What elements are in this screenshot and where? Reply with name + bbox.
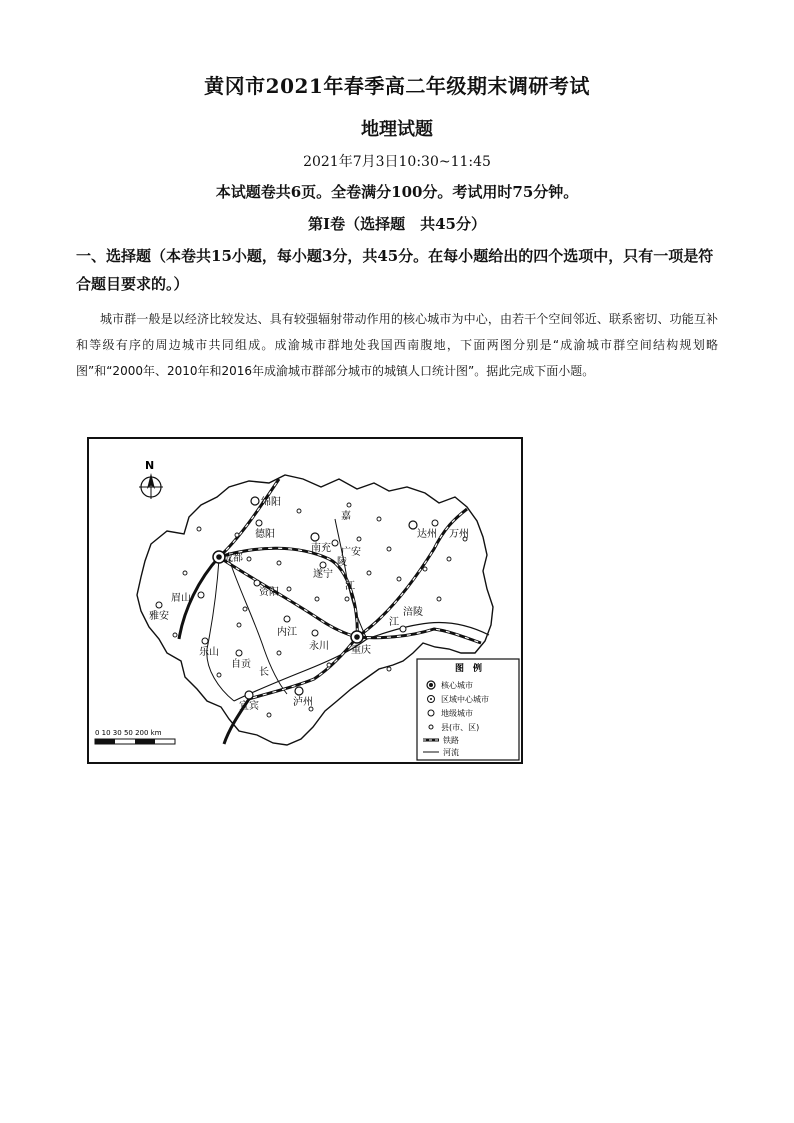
river-label-jiang2: 江 — [389, 617, 399, 628]
legend-county: 县(市、区) — [441, 723, 480, 732]
north-arrow-icon — [139, 473, 163, 499]
city-label-yibin: 宜宾 — [239, 701, 259, 712]
exam-notice: 本试题卷共6页。全卷满分100分。考试用时75分钟。 — [215, 183, 579, 201]
city-label-guangan: 广安 — [341, 547, 361, 558]
river-label-ling: 陵 — [337, 557, 347, 568]
legend-regional-center: 区域中心城市 — [441, 695, 489, 704]
scale-label: 0 10 30 50 200 km — [95, 729, 162, 737]
part-heading: 第Ⅰ卷（选择题 共45分） — [308, 215, 486, 233]
legend-railway: 铁路 — [443, 736, 459, 745]
exam-title: 黄冈市2021年春季高二年级期末调研考试 — [204, 74, 590, 98]
city-label-yaan: 雅安 — [149, 611, 169, 622]
map-svg — [89, 439, 521, 762]
city-label-dazhou: 达州 — [417, 529, 437, 540]
scale-bar — [95, 739, 175, 744]
river-label-jiang: 江 — [345, 581, 355, 592]
city-label-wanzhou: 万州 — [449, 529, 469, 540]
legend-core-city: 核心城市 — [441, 681, 473, 690]
river-label-chang: 长 — [259, 667, 269, 678]
river-label-jialing: 嘉 — [341, 511, 351, 522]
city-label-fuling: 涪陵 — [403, 607, 423, 618]
legend-title: 图 例 — [455, 664, 483, 674]
city-label-chongqing: 重庆 — [351, 645, 371, 656]
chengyu-map — [87, 437, 523, 764]
city-label-leshan: 乐山 — [199, 647, 219, 658]
jialing-river — [335, 519, 367, 639]
north-label: N — [145, 459, 155, 472]
exam-datetime: 2021年7月3日10:30~11:45 — [303, 154, 491, 170]
city-label-ziyang: 资阳 — [259, 587, 279, 598]
section-heading: 一、选择题（本卷共15小题，每小题3分，共45分。在每小题给出的四个选项中，只有一项是符合题目要求的。） — [76, 247, 714, 293]
city-label-luzhou: 泸州 — [293, 697, 313, 708]
city-label-zigong: 自贡 — [231, 659, 251, 670]
city-label-meishan: 眉山 — [171, 593, 191, 604]
city-label-suining: 遂宁 — [313, 569, 333, 580]
city-label-chengdu: 成都 — [223, 553, 243, 564]
question-passage: 城市群一般是以经济比较发达、具有较强辐射带动作用的核心城市为中心，由若干个空间邻近、联系密切、功能互补和等级有序的周边城市共同组成。成渝城市群地处我国西南腹地，下面两图分别是“成渝城市群空间结构规划略图”和“2000年、2010年和2016年成渝城市群部分城市的城镇人口统计图”。据此完成下面小题。 — [76, 312, 718, 378]
city-label-yongchuan: 永川 — [309, 641, 329, 652]
legend-river: 河流 — [443, 748, 459, 757]
city-label-deyang: 德阳 — [255, 529, 275, 540]
city-label-nanchong: 南充 — [311, 543, 331, 554]
min-river — [207, 559, 234, 701]
legend-prefecture: 地级城市 — [441, 709, 473, 718]
city-label-neijiang: 内江 — [277, 627, 297, 638]
subject-title: 地理试题 — [361, 119, 433, 140]
city-label-mianyang: 绵阳 — [261, 497, 281, 508]
map-legend — [417, 659, 519, 760]
